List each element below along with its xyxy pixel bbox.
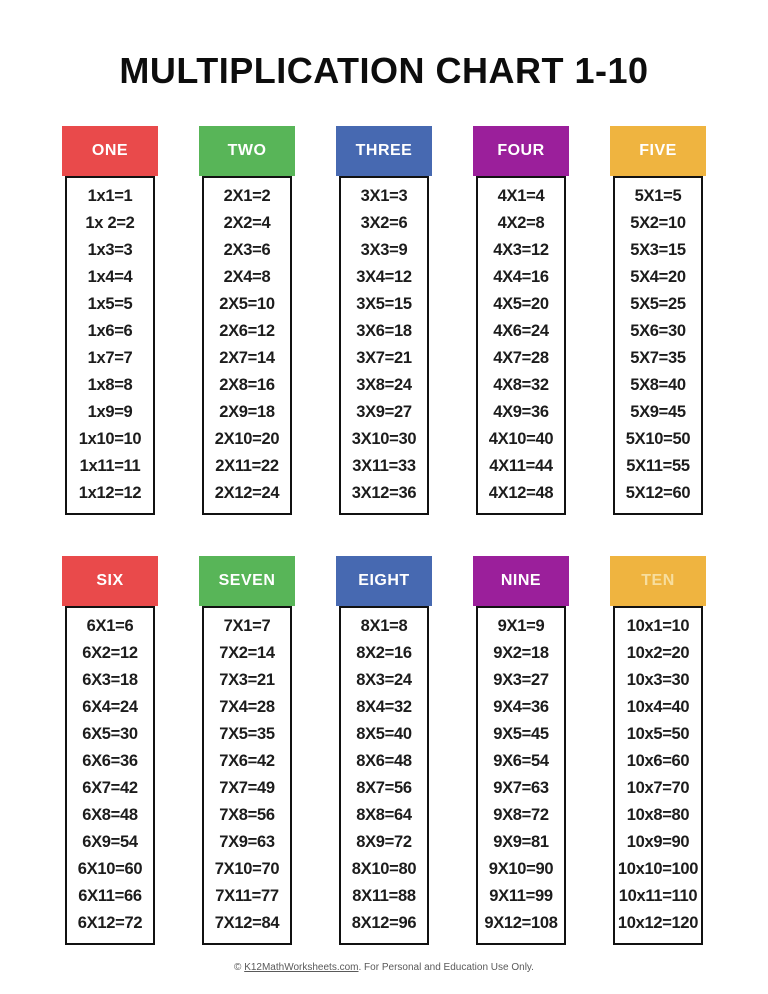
multiplication-fact: 8X12=96	[351, 914, 417, 932]
multiplication-fact: 6X7=42	[82, 779, 138, 797]
multiplication-fact: 3X5=15	[356, 295, 412, 313]
multiplication-fact: 9X1=9	[497, 617, 545, 635]
times-table-column-body	[65, 176, 155, 515]
multiplication-fact: 3X2=6	[360, 214, 408, 232]
multiplication-fact: 3X3=9	[360, 241, 408, 259]
multiplication-fact: 5X1=5	[634, 187, 682, 205]
multiplication-fact: 7X4=28	[219, 698, 275, 716]
multiplication-fact: 2X6=12	[219, 322, 275, 340]
multiplication-fact: 8X11=88	[352, 887, 416, 905]
multiplication-fact: 6X6=36	[82, 752, 138, 770]
times-table-column-header	[610, 556, 706, 606]
multiplication-fact: 1x8=8	[87, 376, 133, 394]
times-table-column-four	[473, 126, 569, 515]
times-table-column-header	[473, 126, 569, 176]
multiplication-fact: 1x6=6	[87, 322, 133, 340]
multiplication-fact: 9X7=63	[493, 779, 549, 797]
times-table-column-three	[336, 126, 432, 515]
times-table-column-body	[202, 176, 292, 515]
multiplication-fact: 4X12=48	[488, 484, 554, 502]
multiplication-fact: 5X10=50	[625, 430, 691, 448]
times-table-column-body	[613, 176, 703, 515]
multiplication-fact: 10x2=20	[626, 644, 690, 662]
multiplication-fact: 8X8=64	[356, 806, 412, 824]
times-table-column-label: FIVE	[639, 142, 677, 159]
multiplication-fact: 10x7=70	[626, 779, 690, 797]
multiplication-fact: 1x9=9	[87, 403, 133, 421]
multiplication-fact: 9X9=81	[493, 833, 549, 851]
times-table-column-header	[336, 126, 432, 176]
multiplication-fact: 1x11=11	[79, 457, 141, 475]
multiplication-chart-grid	[0, 126, 768, 945]
multiplication-fact: 3X10=30	[351, 430, 417, 448]
multiplication-fact: 4X9=36	[493, 403, 549, 421]
multiplication-fact: 2X1=2	[223, 187, 271, 205]
multiplication-fact: 1x1=1	[87, 187, 133, 205]
multiplication-fact: 7X5=35	[219, 725, 275, 743]
multiplication-fact: 4X3=12	[493, 241, 549, 259]
times-table-column-ten	[610, 556, 706, 945]
multiplication-fact: 1x5=5	[87, 295, 133, 313]
multiplication-fact: 2X4=8	[223, 268, 271, 286]
multiplication-fact: 7X8=56	[219, 806, 275, 824]
multiplication-fact: 1x10=10	[78, 430, 142, 448]
times-table-column-header	[336, 556, 432, 606]
multiplication-fact: 7X11=77	[215, 887, 279, 905]
footer-site-link[interactable]: K12MathWorksheets.com	[244, 962, 359, 973]
multiplication-fact: 1x3=3	[87, 241, 133, 259]
multiplication-fact: 6X4=24	[82, 698, 138, 716]
multiplication-fact: 2X5=10	[219, 295, 275, 313]
multiplication-fact: 9X4=36	[493, 698, 549, 716]
times-table-column-label: FOUR	[497, 142, 545, 159]
multiplication-fact: 8X5=40	[356, 725, 412, 743]
multiplication-fact: 4X7=28	[493, 349, 549, 367]
multiplication-fact: 4X10=40	[488, 430, 554, 448]
multiplication-fact: 1x7=7	[87, 349, 133, 367]
multiplication-fact: 5X12=60	[625, 484, 691, 502]
multiplication-fact: 9X5=45	[493, 725, 549, 743]
multiplication-fact: 9X11=99	[489, 887, 553, 905]
multiplication-fact: 3X1=3	[360, 187, 408, 205]
multiplication-fact: 2X11=22	[215, 457, 279, 475]
multiplication-fact: 2X2=4	[223, 214, 271, 232]
multiplication-fact: 10x3=30	[626, 671, 690, 689]
multiplication-fact: 6X5=30	[82, 725, 138, 743]
multiplication-fact: 5X9=45	[630, 403, 686, 421]
footer-usage-note: . For Personal and Education Use Only.	[358, 962, 534, 973]
multiplication-fact: 4X4=16	[493, 268, 549, 286]
multiplication-fact: 9X2=18	[493, 644, 549, 662]
times-table-column-seven	[199, 556, 295, 945]
times-table-column-label: NINE	[500, 572, 542, 589]
multiplication-fact: 7X3=21	[219, 671, 275, 689]
multiplication-fact: 9X8=72	[493, 806, 549, 824]
times-table-column-header	[610, 126, 706, 176]
multiplication-fact: 9X3=27	[493, 671, 549, 689]
multiplication-fact: 6X3=18	[82, 671, 138, 689]
multiplication-fact: 7X1=7	[223, 617, 271, 635]
times-table-column-six	[62, 556, 158, 945]
multiplication-fact: 2X7=14	[219, 349, 275, 367]
multiplication-fact: 10x5=50	[626, 725, 690, 743]
times-table-column-label: TWO	[227, 142, 267, 159]
multiplication-fact: 10x11=110	[618, 887, 698, 905]
multiplication-fact: 5X5=25	[630, 295, 686, 313]
multiplication-fact: 5X11=55	[626, 457, 690, 475]
times-table-column-body	[339, 176, 429, 515]
multiplication-fact: 10x1=10	[626, 617, 690, 635]
multiplication-fact: 8X3=24	[356, 671, 412, 689]
multiplication-fact: 8X4=32	[356, 698, 412, 716]
multiplication-fact: 2X9=18	[219, 403, 275, 421]
multiplication-fact: 1x12=12	[78, 484, 142, 502]
times-table-column-label: TEN	[641, 572, 675, 589]
multiplication-fact: 7X7=49	[219, 779, 275, 797]
times-table-column-header	[62, 126, 158, 176]
multiplication-fact: 6X12=72	[77, 914, 143, 932]
multiplication-fact: 9X6=54	[493, 752, 549, 770]
multiplication-fact: 10x10=100	[617, 860, 699, 878]
multiplication-fact: 5X3=15	[630, 241, 686, 259]
multiplication-fact: 2X12=24	[214, 484, 280, 502]
multiplication-fact: 6X10=60	[77, 860, 143, 878]
multiplication-fact: 3X12=36	[351, 484, 417, 502]
footer	[0, 962, 768, 973]
multiplication-fact: 8X2=16	[356, 644, 412, 662]
multiplication-fact: 8X10=80	[351, 860, 417, 878]
multiplication-fact: 6X8=48	[82, 806, 138, 824]
multiplication-fact: 7X10=70	[214, 860, 280, 878]
multiplication-fact: 4X5=20	[493, 295, 549, 313]
multiplication-fact: 3X6=18	[356, 322, 412, 340]
multiplication-fact: 6X9=54	[82, 833, 138, 851]
multiplication-fact: 3X7=21	[356, 349, 412, 367]
times-table-column-label: EIGHT	[358, 572, 410, 589]
multiplication-fact: 7X12=84	[214, 914, 280, 932]
multiplication-fact: 2X3=6	[223, 241, 271, 259]
multiplication-fact: 3X4=12	[356, 268, 412, 286]
multiplication-fact: 4X6=24	[493, 322, 549, 340]
multiplication-fact: 9X12=108	[484, 914, 558, 932]
times-table-column-body	[339, 606, 429, 945]
multiplication-fact: 6X11=66	[78, 887, 142, 905]
multiplication-fact: 10x9=90	[626, 833, 690, 851]
multiplication-fact: 1x 2=2	[85, 214, 135, 232]
page-title: MULTIPLICATION CHART 1-10	[119, 50, 649, 91]
multiplication-fact: 10x6=60	[626, 752, 690, 770]
multiplication-fact: 3X8=24	[356, 376, 412, 394]
footer-copyright-symbol: ©	[234, 962, 245, 973]
times-table-column-header	[199, 556, 295, 606]
multiplication-fact: 4X11=44	[489, 457, 553, 475]
multiplication-fact: 6X2=12	[82, 644, 138, 662]
multiplication-fact: 2X8=16	[219, 376, 275, 394]
multiplication-fact: 4X1=4	[497, 187, 545, 205]
multiplication-fact: 8X1=8	[360, 617, 408, 635]
times-table-column-body	[613, 606, 703, 945]
times-table-column-five	[610, 126, 706, 515]
multiplication-fact: 1x4=4	[87, 268, 133, 286]
multiplication-fact: 10x12=120	[617, 914, 699, 932]
times-table-column-body	[476, 176, 566, 515]
multiplication-fact: 5X2=10	[630, 214, 686, 232]
times-table-column-header	[199, 126, 295, 176]
multiplication-fact: 5X8=40	[630, 376, 686, 394]
multiplication-fact: 7X6=42	[219, 752, 275, 770]
multiplication-fact: 7X2=14	[219, 644, 275, 662]
times-table-column-header	[62, 556, 158, 606]
multiplication-fact: 8X7=56	[356, 779, 412, 797]
multiplication-fact: 8X9=72	[356, 833, 412, 851]
multiplication-fact: 4X2=8	[497, 214, 545, 232]
multiplication-fact: 5X6=30	[630, 322, 686, 340]
multiplication-fact: 10x4=40	[626, 698, 690, 716]
times-table-column-body	[65, 606, 155, 945]
times-table-column-label: THREE	[355, 142, 413, 159]
times-table-column-one	[62, 126, 158, 515]
multiplication-fact: 8X6=48	[356, 752, 412, 770]
multiplication-fact: 5X7=35	[630, 349, 686, 367]
times-table-column-body	[476, 606, 566, 945]
times-table-column-nine	[473, 556, 569, 945]
times-table-column-two	[199, 126, 295, 515]
multiplication-fact: 6X1=6	[86, 617, 134, 635]
multiplication-fact: 3X11=33	[352, 457, 416, 475]
multiplication-fact: 4X8=32	[493, 376, 549, 394]
multiplication-fact: 10x8=80	[626, 806, 690, 824]
times-table-column-label: SEVEN	[218, 572, 276, 589]
times-table-column-label: SIX	[96, 572, 124, 589]
multiplication-fact: 3X9=27	[356, 403, 412, 421]
multiplication-fact: 7X9=63	[219, 833, 275, 851]
times-table-column-label: ONE	[91, 142, 129, 159]
times-table-column-body	[202, 606, 292, 945]
multiplication-fact: 9X10=90	[488, 860, 554, 878]
multiplication-fact: 2X10=20	[214, 430, 280, 448]
times-table-column-eight	[336, 556, 432, 945]
multiplication-fact: 5X4=20	[630, 268, 686, 286]
times-table-column-header	[473, 556, 569, 606]
